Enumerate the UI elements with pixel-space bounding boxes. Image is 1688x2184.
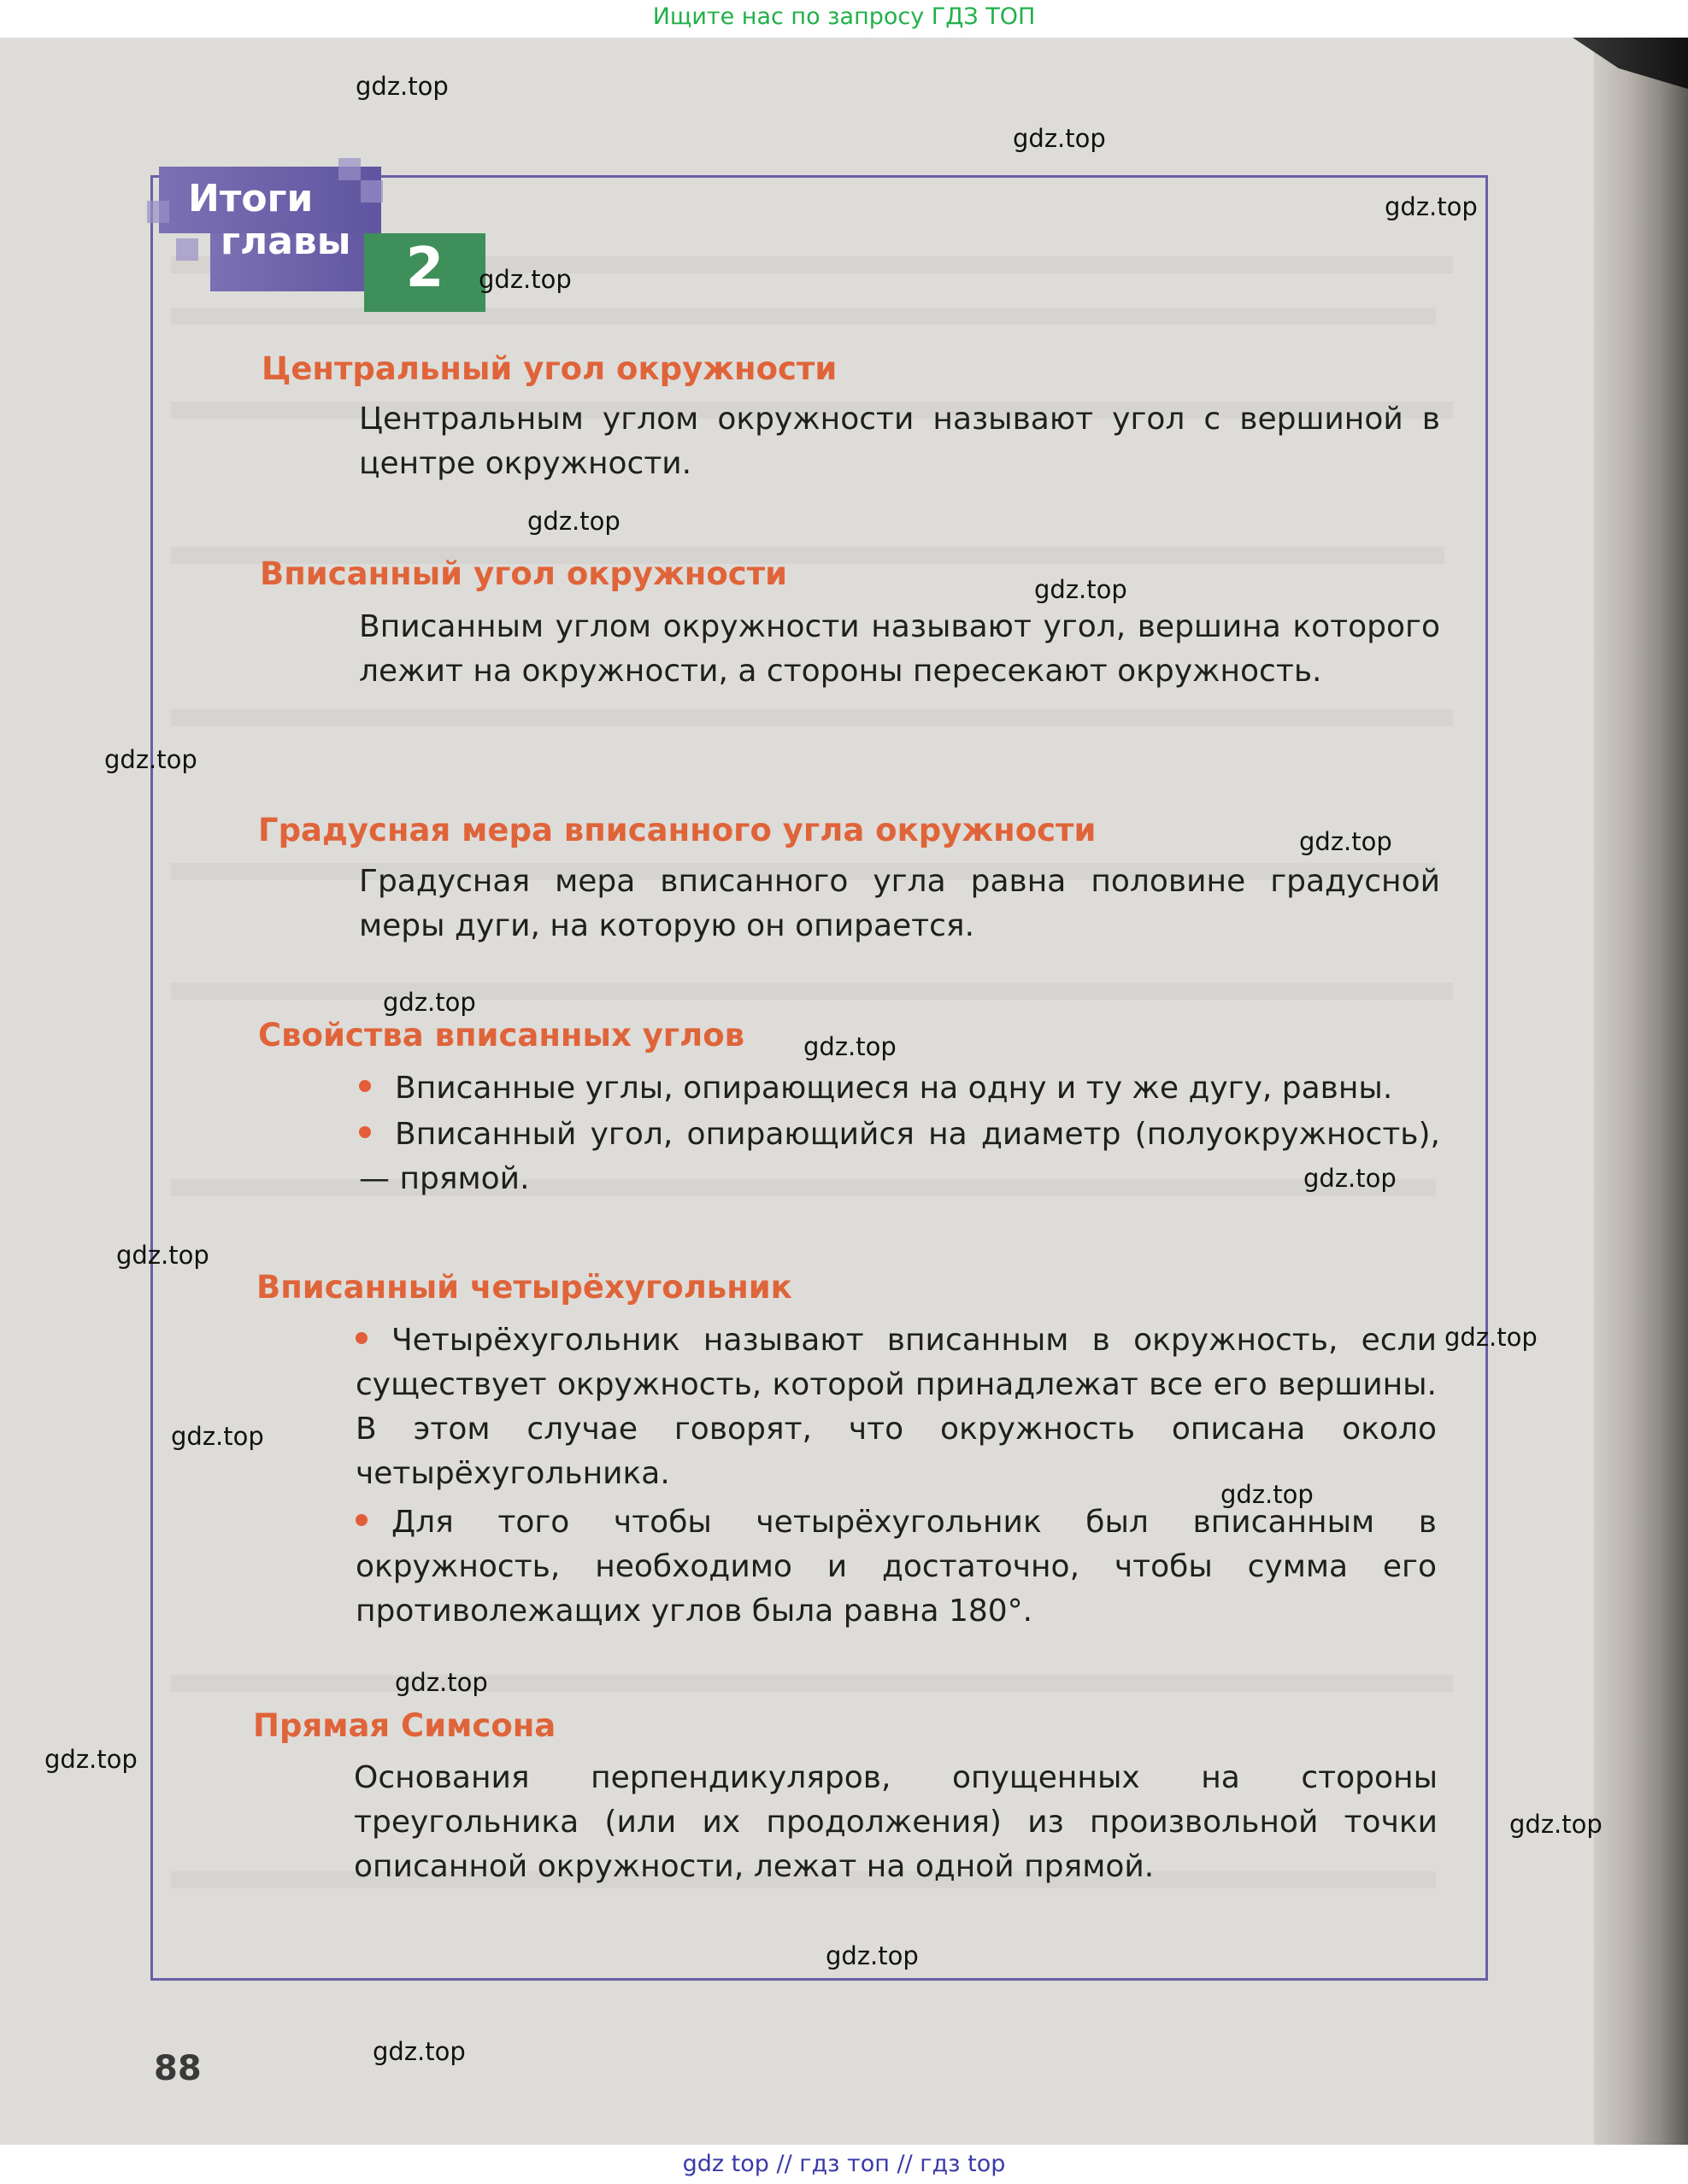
bullet-item: Вписанный угол, опирающийся на диаметр (полуокружность), — прямой. [359, 1117, 1440, 1196]
section-text-degree-measure: Градусная мера вписанного угла равна половине градусной меры дуги, на которую он опирается. [359, 864, 1440, 943]
watermark: gdz.top [356, 72, 449, 101]
top-banner[interactable]: Ищите нас по запросу ГДЗ ТОП [0, 0, 1688, 38]
section-text-central-angle: Центральным углом окружности называют угол с вершиной в центре окружности. [359, 402, 1440, 481]
watermark: gdz.top [1034, 575, 1127, 604]
watermark: gdz.top [1303, 1164, 1397, 1193]
pixel-decoration [176, 238, 198, 261]
pixel-decoration [147, 201, 169, 223]
watermark: gdz.top [395, 1668, 488, 1697]
watermark: gdz.top [104, 745, 197, 774]
book-spine [1594, 38, 1688, 2145]
section-title-inscribed-quadrilateral: Вписанный четырёхугольник [256, 1269, 792, 1306]
bullet-icon [359, 1126, 371, 1138]
watermark: gdz.top [1013, 124, 1106, 153]
watermark: gdz.top [803, 1032, 897, 1061]
section-title-simson-line: Прямая Симсона [253, 1707, 556, 1744]
section-title-degree-measure: Градусная мера вписанного угла окружности [258, 812, 1097, 848]
watermark: gdz.top [1220, 1480, 1314, 1509]
header-title-line1: Итоги [188, 177, 314, 220]
section-text-simson-line: Основания перпендикуляров, опущенных на стороны треугольника (или их продолжения) из произвольной точки описанной окружности, лежат на одной прямой. [354, 1760, 1438, 1884]
watermark: gdz.top [116, 1241, 209, 1270]
section-text-inscribed-angle: Вписанным углом окружности называют угол, вершина которого лежит на окружности, а стороны пересекают окружность. [359, 609, 1440, 689]
watermark: gdz.top [44, 1745, 138, 1774]
page-number: 88 [154, 2049, 202, 2088]
bullet-icon [356, 1514, 368, 1526]
pixel-decoration [338, 158, 361, 180]
watermark: gdz.top [1385, 192, 1478, 221]
bullet-icon [359, 1080, 371, 1092]
watermark: gdz.top [479, 265, 572, 294]
section-title-central-angle: Центральный угол окружности [262, 350, 838, 387]
watermark: gdz.top [373, 2037, 466, 2066]
watermark: gdz.top [1509, 1810, 1603, 1839]
section-title-inscribed-angle: Вписанный угол окружности [260, 555, 788, 592]
watermark: gdz.top [1444, 1323, 1538, 1352]
header-title-line2: главы [221, 220, 351, 263]
watermark: gdz.top [171, 1422, 264, 1451]
watermark: gdz.top [383, 988, 476, 1017]
watermark: gdz.top [527, 507, 621, 536]
chapter-number: 2 [405, 237, 444, 300]
bullet-icon [356, 1332, 368, 1344]
section-title-properties: Свойства вписанных углов [258, 1017, 745, 1054]
bullet-item: Четырёхугольник называют вписанным в окружность, если существует окружность, которой принадлежат все его вершины. В этом случае говорят, что окружность описана около четырёхугольника. [356, 1323, 1437, 1491]
watermark: gdz.top [826, 1941, 919, 1970]
pixel-decoration [361, 180, 383, 203]
watermark: gdz.top [1299, 827, 1392, 856]
bullet-item: Вписанные углы, опирающиеся на одну и ту же дугу, равны. [359, 1066, 1440, 1111]
bottom-banner[interactable]: gdz top // гдз топ // гдз top [0, 2145, 1688, 2184]
bullet-item: Для того чтобы четырёхугольник был вписанным в окружность, необходимо и достаточно, чтобы сумма его противолежащих углов была равна 180°. [356, 1505, 1437, 1629]
